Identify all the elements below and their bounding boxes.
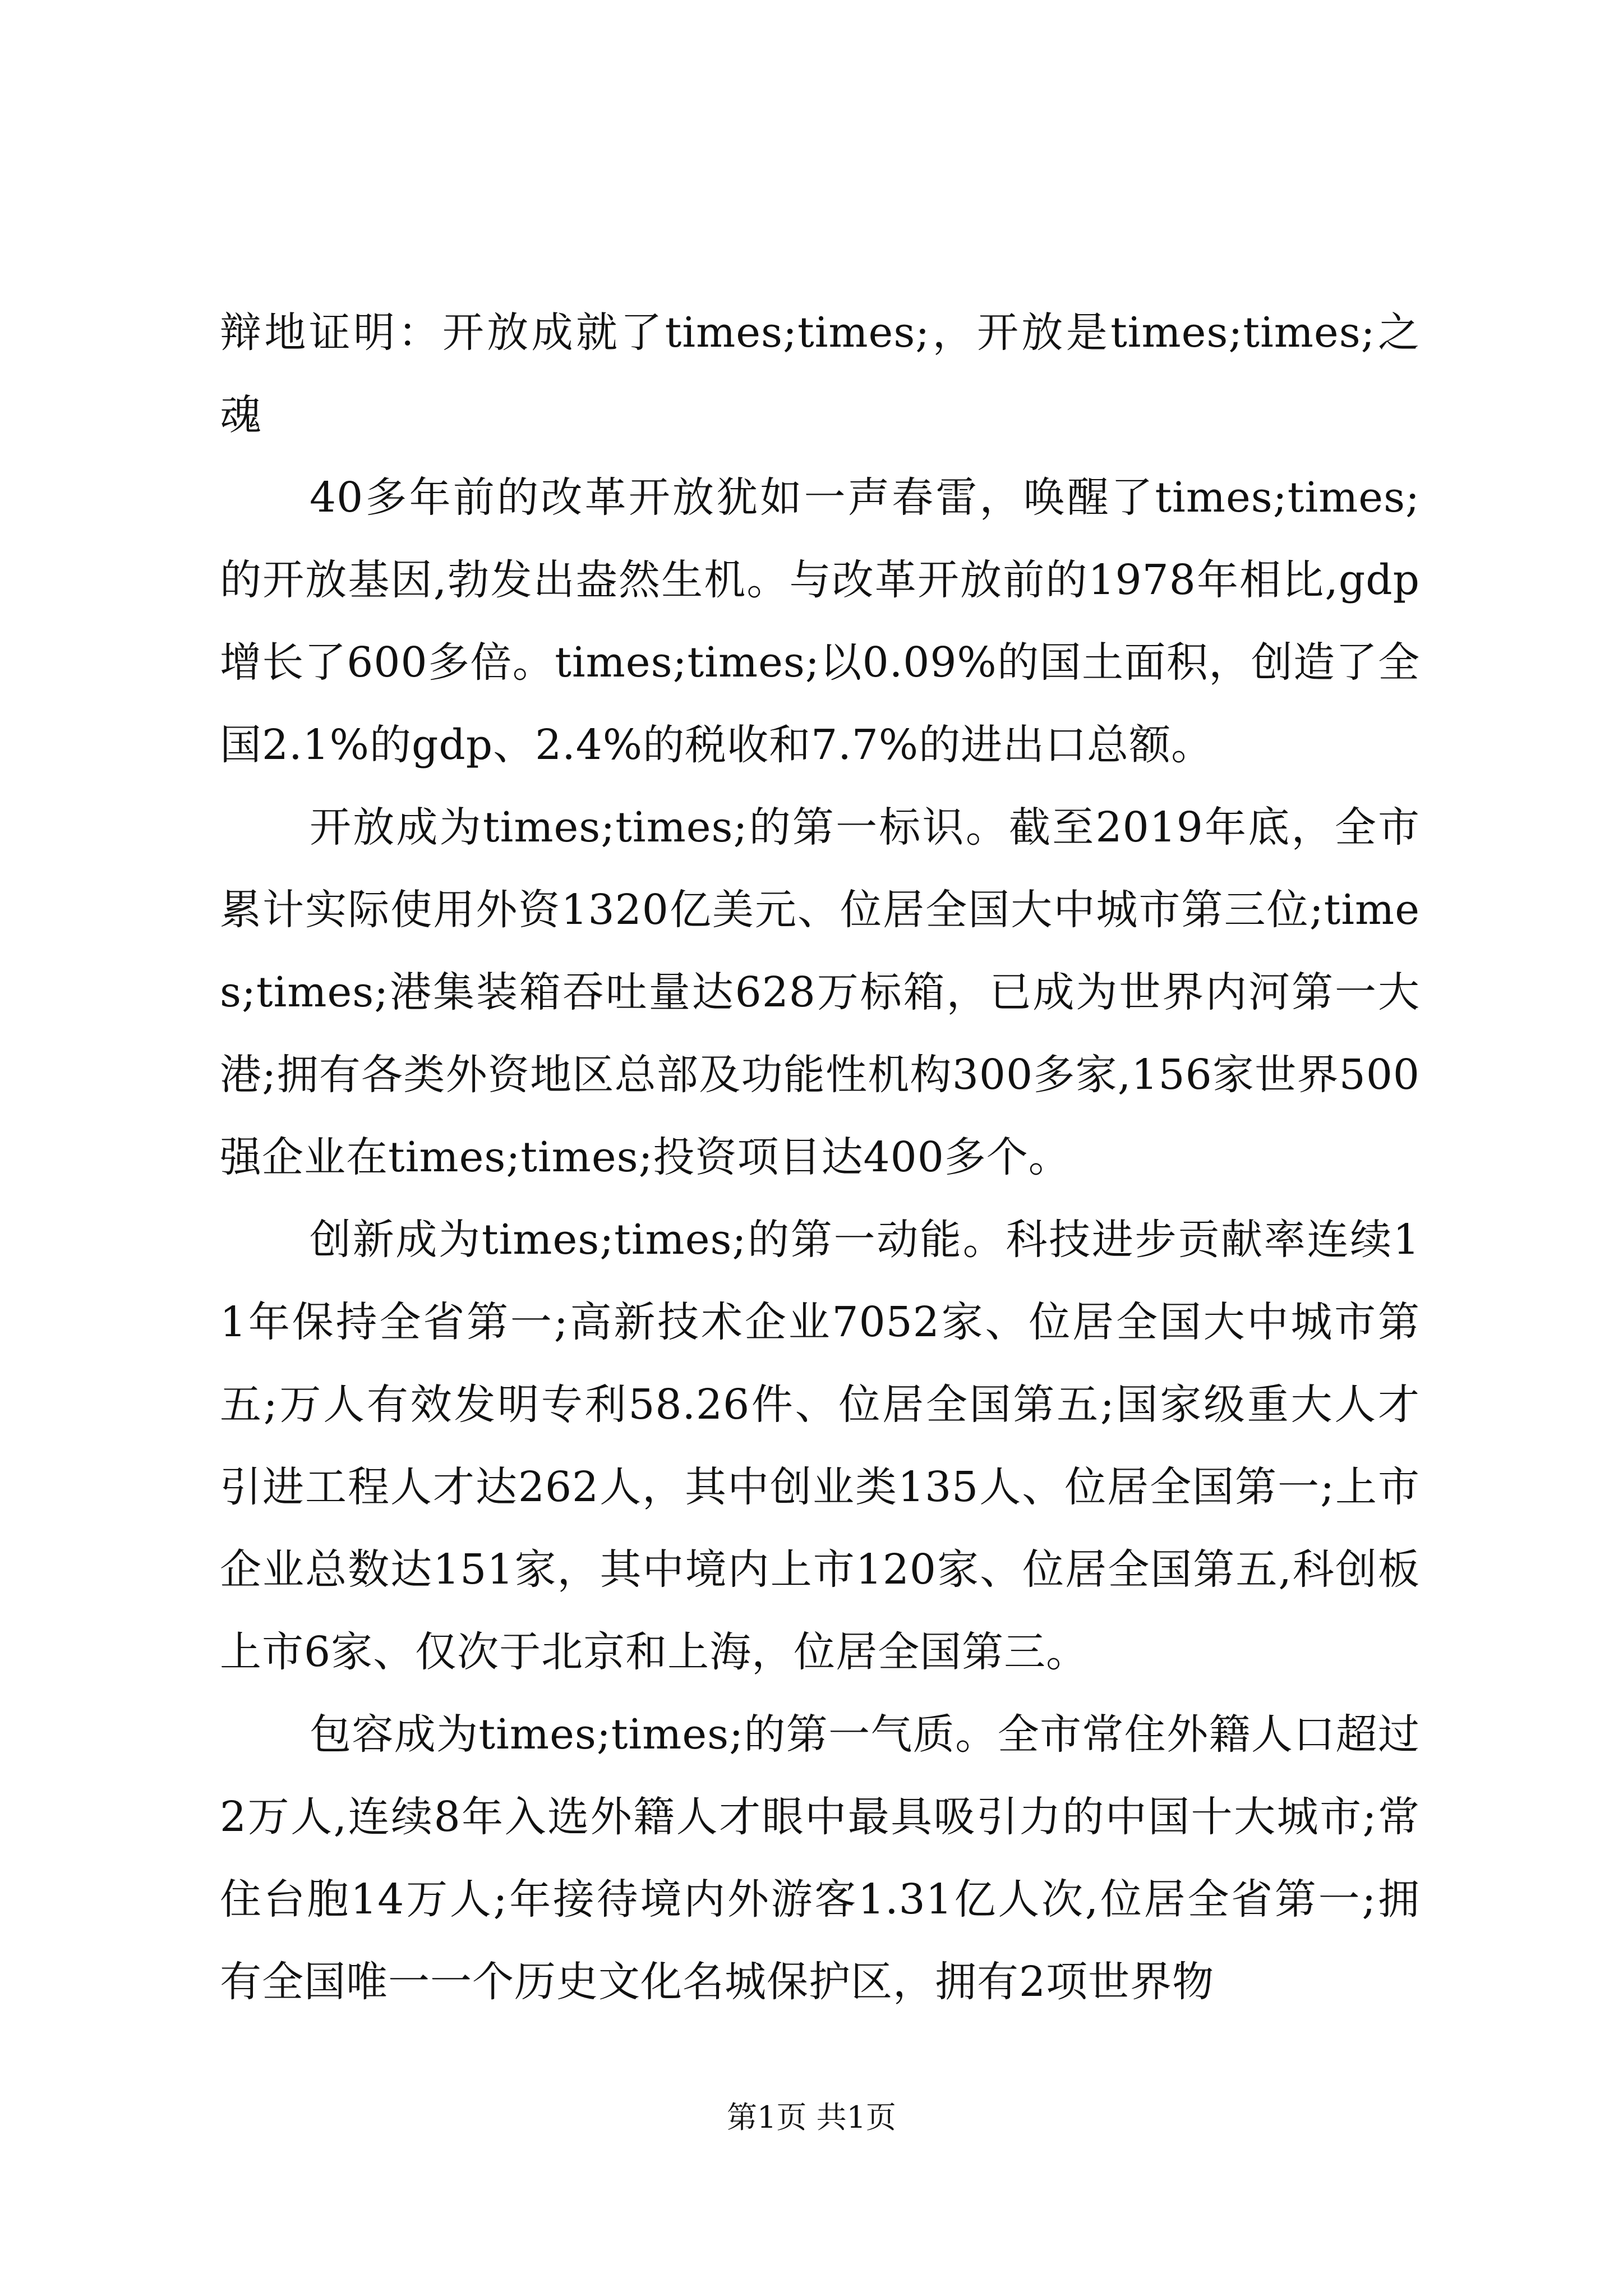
paragraph-reform-opening: 40多年前的改革开放犹如一声春雷，唤醒了times;times;的开放基因,勃发出盎然生机。与改革开放前的1978年相比,gdp增长了600多倍。times;times;以0.09%的国土面积，创造了全国2.1%的gdp、2.4%的税收和7.7%的进出口总额。 bbox=[220, 473, 1420, 769]
document-body bbox=[220, 292, 1420, 2023]
page-footer: 第1页 共1页 bbox=[727, 2100, 896, 2135]
paragraph-continuation: 辩地证明：开放成就了times;times;，开放是times;times;之魂 bbox=[220, 309, 1420, 439]
paragraph-openness: 开放成为times;times;的第一标识。截至2019年底，全市累计实际使用外资1320亿美元、位居全国大中城市第三位;times;times;港集装箱吞吐量达628万标箱，已成为世界内河第一大港;拥有各类外资地区总部及功能性机构300多家,156家世界500强企业在times;times;投资项目达400多个。 bbox=[220, 803, 1420, 1181]
paragraph-inclusiveness: 包容成为times;times;的第一气质。全市常住外籍人口超过2万人,连续8年入选外籍人才眼中最具吸引力的中国十大城市;常住台胞14万人;年接待境内外游客1.31亿人次,位居全省第一;拥有全国唯一一个历史文化名城保护区，拥有2项世界物 bbox=[220, 1710, 1420, 2006]
paragraph-innovation: 创新成为times;times;的第一动能。科技进步贡献率连续11年保持全省第一;高新技术企业7052家、位居全国大中城市第五;万人有效发明专利58.26件、位居全国第五;国家级重大人才引进工程人才达262人，其中创业类135人、位居全国第一;上市企业总数达151家，其中境内上市120家、位居全国第五,科创板上市6家、仅次于北京和上海，位居全国第三。 bbox=[220, 1216, 1420, 1676]
